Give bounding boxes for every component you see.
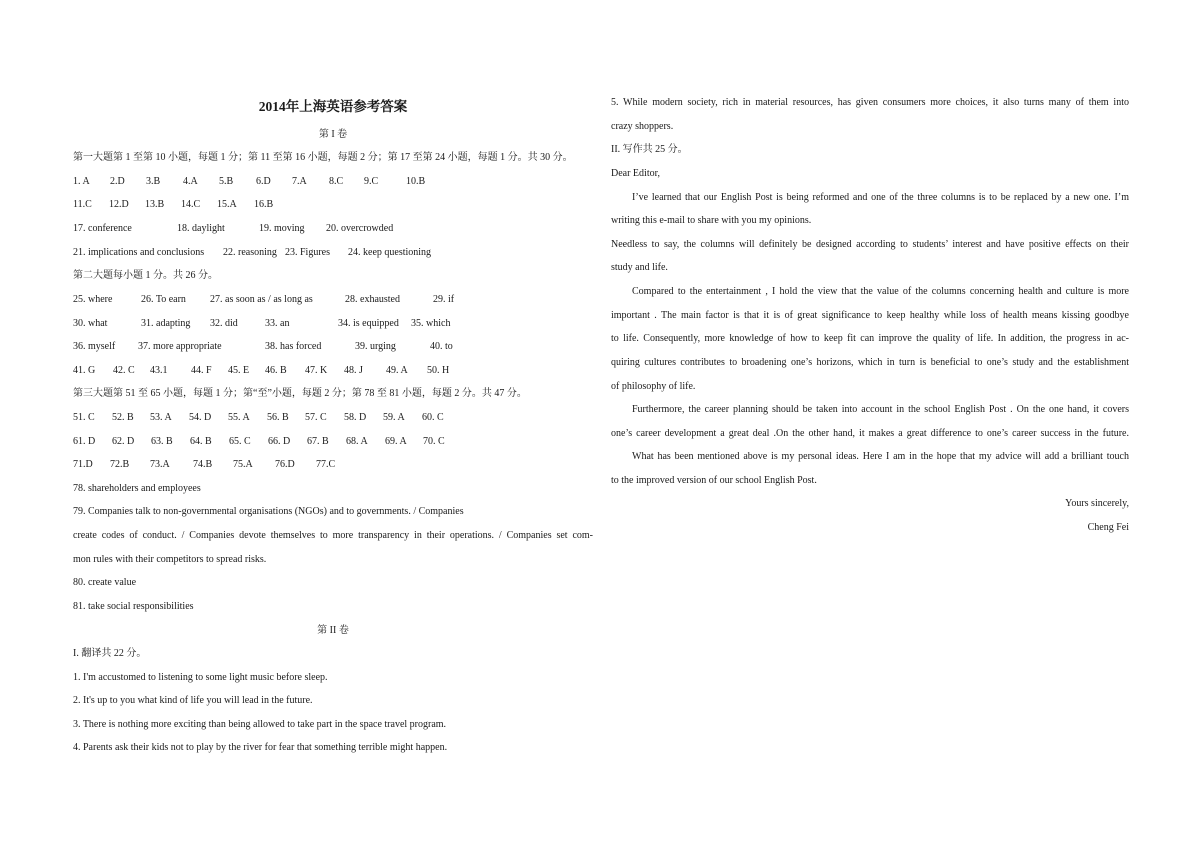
answer-row-6 (73, 318, 593, 330)
answer: 61. D (73, 436, 96, 447)
answer: 5.B (219, 176, 234, 187)
answer: 38. has forced (265, 341, 322, 352)
answer: 42. C (113, 365, 135, 376)
answer: 54. D (189, 412, 212, 423)
answer: 64. B (190, 436, 212, 447)
letter-paragraph-3-line-1: Compared to the entertainment , I hold the view that the value of the columns concerning health and culture is more (632, 286, 1129, 297)
answer-row-11 (73, 459, 593, 471)
answer: 41. G (73, 365, 96, 376)
answer: 2.D (110, 176, 125, 187)
page-title: 2014年上海英语参考答案 (258, 99, 408, 114)
answer-row-4 (73, 247, 593, 259)
translation-heading: I. 翻译共 22 分。 (73, 648, 147, 659)
part2-heading: 第 II 卷 (317, 625, 349, 636)
answer: 62. D (112, 436, 135, 447)
letter-salutation: Dear Editor, (611, 168, 661, 179)
answer: 47. K (305, 365, 328, 376)
answer: 39. urging (355, 341, 396, 352)
answer: 16.B (254, 199, 274, 210)
answer-row-7 (73, 341, 593, 353)
answer: 1. A (73, 176, 90, 187)
answer: 6.D (256, 176, 271, 187)
answer: 72.B (110, 459, 130, 470)
answer: 59. A (383, 412, 405, 423)
letter-paragraph-3-line-5: of philosophy of life. (611, 381, 696, 392)
answer-78: 78. shareholders and employees (73, 483, 201, 494)
answer: 25. where (73, 294, 113, 305)
letter-paragraph-4-line-2: one’s career development a great deal .On the other hand, it makes a great difference to one’s career success in the future. (611, 428, 1129, 439)
answer: 29. if (433, 294, 455, 305)
letter-paragraph-3-line-3: to life. Consequently, more knowledge of how to keep fit can improve the quality of life. In addition, the progress in ac- (611, 333, 1129, 344)
answer-row-5 (73, 294, 593, 306)
answer: 8.C (329, 176, 344, 187)
answer: 23. Figures (285, 247, 330, 258)
letter-paragraph-2-line-1: Needless to say, the columns will definitely be designed according to students’ interest and have positive effects on their (611, 239, 1129, 250)
answer: 56. B (267, 412, 289, 423)
answer: 60. C (422, 412, 444, 423)
translation-2: 2. It's up to you what kind of life you will lead in the future. (73, 695, 313, 706)
answer-81: 81. take social responsibilities (73, 601, 194, 612)
answer: 26. To earn (141, 294, 186, 305)
answer: 10.B (406, 176, 426, 187)
section1-description: 第一大题第 1 至第 10 小题，每题 1 分；第 11 至第 16 小题，每题 2 分；第 17 至第 24 小题，每题 1 分。共 30 分。 (73, 152, 573, 163)
answer: 67. B (307, 436, 329, 447)
answer: 45. E (228, 365, 250, 376)
answer-row-9 (73, 412, 593, 424)
answer: 69. A (385, 436, 407, 447)
answer: 35. which (411, 318, 451, 329)
answer: 13.B (145, 199, 165, 210)
answer: 11.C (73, 199, 92, 210)
answer: 49. A (386, 365, 408, 376)
letter-paragraph-3-line-2: important . The main factor is that it is of great significance to keep healthy while loss of health means kissing goodbye (611, 310, 1129, 321)
answer: 18. daylight (177, 223, 225, 234)
answer: 68. A (346, 436, 368, 447)
letter-paragraph-5-line-2: to the improved version of our school English Post. (611, 475, 817, 486)
answer-80: 80. create value (73, 577, 137, 588)
answer: 30. what (73, 318, 108, 329)
answer-row-8 (73, 365, 593, 377)
translation-4: 4. Parents ask their kids not to play by the river for fear that something terrible might happen. (73, 742, 448, 753)
answer: 46. B (265, 365, 287, 376)
letter-closing: Yours sincerely, (1065, 498, 1129, 509)
answer: 40. to (430, 341, 453, 352)
answer-79-line-2: create codes of conduct. / Companies devote themselves to more transparency in their operations. / Companies set com- (73, 530, 593, 541)
letter-paragraph-2-line-2: study and life. (611, 262, 668, 273)
answer: 65. C (229, 436, 251, 447)
answer: 57. C (305, 412, 327, 423)
answer: 73.A (150, 459, 170, 470)
answer: 36. myself (73, 341, 116, 352)
translation-5-line-2: crazy shoppers. (611, 121, 674, 132)
answer: 55. A (228, 412, 250, 423)
answer: 28. exhausted (345, 294, 400, 305)
letter-signature: Cheng Fei (1087, 522, 1129, 533)
translation-5-line-1: 5. While modern society, rich in material resources, has given consumers more choices, it also turns many of them into (611, 97, 1129, 108)
answer: 12.D (109, 199, 129, 210)
answer-79-line-1: 79. Companies talk to non-governmental organisations (NGOs) and to governments. / Companies (73, 506, 464, 517)
answer: 32. did (210, 318, 238, 329)
answer: 21. implications and conclusions (73, 247, 205, 258)
answer: 71.D (73, 459, 93, 470)
section3-description: 第三大题第 51 至 65 小题，每题 1 分；第“至”小题，每题 2 分；第 78 至 81 小题，每题 2 分。共 47 分。 (73, 388, 527, 399)
letter-paragraph-1-line-2: writing this e-mail to share with you my opinions. (611, 215, 812, 226)
answer: 7.A (292, 176, 307, 187)
letter-paragraph-3-line-4: quiring cultures contributes to broadening one’s horizons, which in turn is beneficial to one’s study and the establishment (611, 357, 1129, 368)
answer: 50. H (427, 365, 450, 376)
answer: 33. an (265, 318, 290, 329)
answer: 17. conference (73, 223, 132, 234)
answer: 70. C (423, 436, 445, 447)
part1-heading: 第 I 卷 (318, 129, 348, 140)
answer-79-line-3: mon rules with their competitors to spread risks. (73, 554, 267, 565)
translation-3: 3. There is nothing more exciting than being allowed to take part in the space travel program. (73, 719, 447, 730)
answer: 77.C (316, 459, 336, 470)
answer: 44. F (191, 365, 212, 376)
letter-paragraph-1-line-1: I’ve learned that our English Post is being reformed and one of the three columns is to be replaced by a new one. I’m (632, 192, 1129, 203)
answer: 43.1 (150, 365, 168, 376)
answer: 48. J (344, 365, 363, 376)
answer: 14.C (181, 199, 201, 210)
answer: 3.B (146, 176, 161, 187)
answer: 19. moving (259, 223, 305, 234)
answer: 24. keep questioning (348, 247, 432, 258)
letter-paragraph-5-line-1: What has been mentioned above is my personal ideas. Here I am in the hope that my advice will add a brilliant touch (632, 451, 1129, 462)
answer: 9.C (364, 176, 379, 187)
answer: 27. as soon as / as long as (210, 294, 313, 305)
answer-row-10 (73, 436, 593, 448)
answer: 66. D (268, 436, 291, 447)
answer-row-1 (73, 176, 593, 188)
answer: 52. B (112, 412, 134, 423)
answer: 74.B (193, 459, 213, 470)
section2-description: 第二大题每小题 1 分。共 26 分。 (73, 270, 218, 281)
answer: 58. D (344, 412, 367, 423)
answer: 34. is equipped (338, 318, 399, 329)
answer: 51. C (73, 412, 95, 423)
answer-row-2 (73, 199, 593, 211)
answer: 63. B (151, 436, 173, 447)
answer: 53. A (150, 412, 172, 423)
answer: 76.D (275, 459, 295, 470)
answer: 20. overcrowded (326, 223, 394, 234)
answer: 37. more appropriate (138, 341, 222, 352)
answer: 75.A (233, 459, 253, 470)
answer: 15.A (217, 199, 237, 210)
translation-1: 1. I'm accustomed to listening to some light music before sleep. (73, 672, 328, 683)
writing-heading: II. 写作共 25 分。 (611, 144, 688, 155)
answer-row-3 (73, 223, 593, 235)
letter-paragraph-4-line-1: Furthermore, the career planning should be taken into account in the school English Post . On the one hand, it covers (632, 404, 1129, 415)
answer: 22. reasoning (223, 247, 277, 258)
answer: 4.A (183, 176, 198, 187)
answer: 31. adapting (141, 318, 191, 329)
